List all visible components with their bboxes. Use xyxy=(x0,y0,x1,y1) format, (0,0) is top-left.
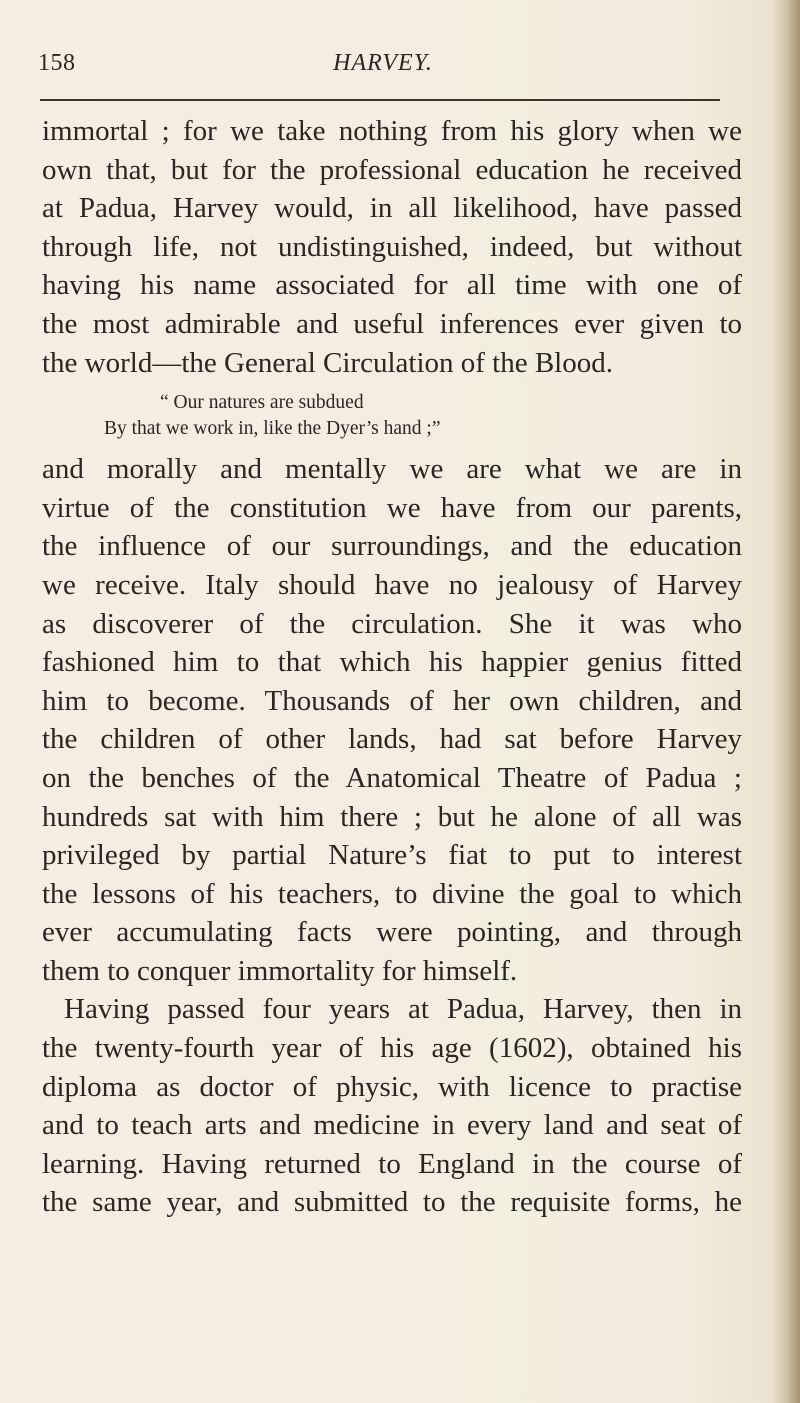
text-line: the most admirable and useful inferences ever given to xyxy=(42,307,742,340)
body-text xyxy=(42,112,742,1222)
paragraph-3 xyxy=(42,990,742,1222)
verse-quotation xyxy=(42,390,742,442)
text-line: we receive. Italy should have no jealousy of Harvey xyxy=(42,568,742,601)
text-line: fashioned him to that which his happier genius fitted xyxy=(42,646,742,679)
text-line: privileged by partial Nature’s fiat to put to interest xyxy=(42,839,742,872)
quote-line: “ Our natures are subdued xyxy=(160,392,364,414)
text-line: the twenty-fourth year of his age (1602), obtained his xyxy=(42,1032,742,1065)
text-line: and to teach arts and medicine in every land and seat of xyxy=(42,1109,742,1142)
text-line: the influence of our surroundings, and the education xyxy=(42,530,742,563)
text-line: through life, not undistinguished, indeed, but without xyxy=(42,230,742,263)
text-line: the children of other lands, had sat before Harvey xyxy=(42,723,742,756)
text-line: him to become. Thousands of her own children, and xyxy=(42,684,742,717)
page-header xyxy=(38,44,728,84)
quote-line: By that we work in, like the Dyer’s hand ;” xyxy=(104,418,441,440)
text-line: the lessons of his teachers, to divine the goal to which xyxy=(42,877,742,910)
text-line: at Padua, Harvey would, in all likelihood, have passed xyxy=(42,192,742,225)
text-line: on the benches of the Anatomical Theatre of Padua ; xyxy=(42,761,742,794)
text-line: virtue of the constitution we have from our parents, xyxy=(42,491,742,524)
text-line: own that, but for the professional education he received xyxy=(42,153,742,186)
header-rule xyxy=(40,99,720,101)
text-line: the world—the General Circulation of the Blood. xyxy=(42,346,613,379)
text-line: learning. Having returned to England in the course of xyxy=(42,1147,742,1180)
running-title: HARVEY. xyxy=(333,50,433,76)
text-line: as discoverer of the circulation. She it was who xyxy=(42,607,742,640)
paragraph-1 xyxy=(42,112,742,382)
text-line: having his name associated for all time with one of xyxy=(42,269,742,302)
text-line: diploma as doctor of physic, with licence to practise xyxy=(42,1070,742,1103)
text-line: them to conquer immortality for himself. xyxy=(42,954,518,987)
page-number: 158 xyxy=(38,50,76,76)
text-line: immortal ; for we take nothing from his glory when we xyxy=(42,115,742,147)
text-line: hundreds sat with him there ; but he alone of all was xyxy=(42,800,742,833)
text-line: and morally and mentally we are what we are in xyxy=(42,453,742,486)
text-line: Having passed four years at Padua, Harvey, then in xyxy=(64,993,742,1026)
paragraph-2 xyxy=(42,450,742,990)
page-edge-shadow xyxy=(772,0,800,1403)
text-line: ever accumulating facts were pointing, and through xyxy=(42,916,742,949)
text-line: the same year, and submitted to the requisite forms, he xyxy=(42,1186,742,1219)
